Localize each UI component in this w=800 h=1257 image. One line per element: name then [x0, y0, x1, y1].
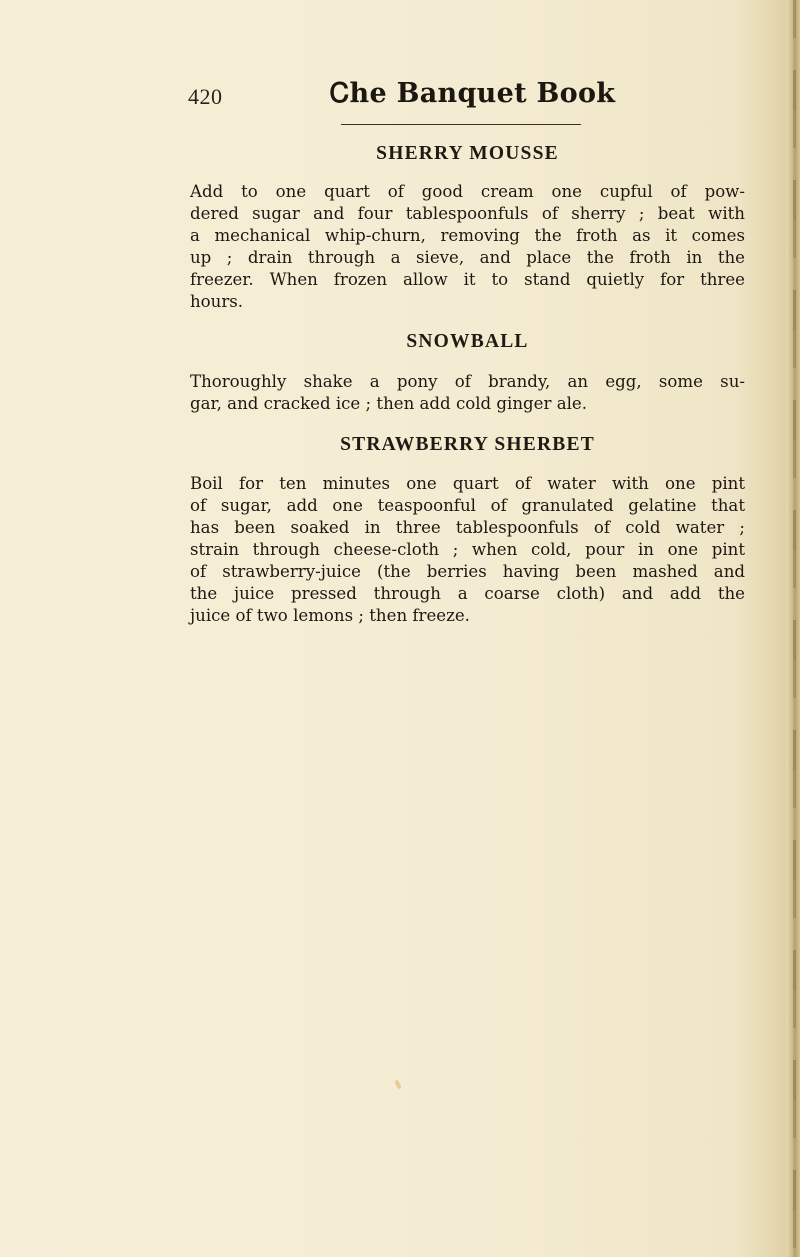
text-line: the juice pressed through a coarse cloth) and add the	[190, 584, 745, 603]
page-number: 420	[188, 84, 223, 109]
text-line: hours.	[190, 292, 244, 311]
text-line: of strawberry-juice (the berries having been mashed and	[190, 562, 745, 581]
text-line: Boil for ten minutes one quart of water with one pint	[190, 474, 745, 493]
recipe-body-sherry-mousse	[190, 181, 745, 313]
text-column	[190, 142, 745, 627]
page-edge-binding	[793, 0, 796, 1257]
text-line: Add to one quart of good cream one cupful of pow-	[190, 182, 745, 201]
running-head: Ꮯhe Banquet Book	[330, 78, 616, 109]
text-line: Thoroughly shake a pony of brandy, an egg, some su-	[190, 372, 745, 391]
recipe-title-sherry-mousse: SHERRY MOUSSE	[376, 143, 559, 164]
recipe-title-strawberry-sherbet: STRAWBERRY SHERBET	[340, 434, 595, 455]
text-line: has been soaked in three tablespoonfuls of cold water ;	[190, 518, 745, 537]
recipe-body-strawberry-sherbet	[190, 473, 745, 627]
text-line: up ; drain through a sieve, and place the froth in the	[190, 248, 745, 267]
recipe-body-snowball	[190, 371, 745, 415]
header-rule	[341, 124, 581, 125]
text-line: dered sugar and four tablespoonfuls of sherry ; beat with	[190, 204, 745, 223]
text-line: a mechanical whip-churn, removing the froth as it comes	[190, 226, 745, 245]
paper-speck	[394, 1080, 401, 1090]
text-line: gar, and cracked ice ; then add cold ginger ale.	[190, 394, 587, 413]
text-line: of sugar, add one teaspoonful of granulated gelatine that	[190, 496, 745, 515]
text-line: freezer. When frozen allow it to stand quietly for three	[190, 270, 745, 289]
text-line: juice of two lemons ; then freeze.	[190, 606, 470, 625]
recipe-title-snowball: SNOWBALL	[406, 331, 529, 352]
text-line: strain through cheese-cloth ; when cold, pour in one pint	[190, 540, 745, 559]
